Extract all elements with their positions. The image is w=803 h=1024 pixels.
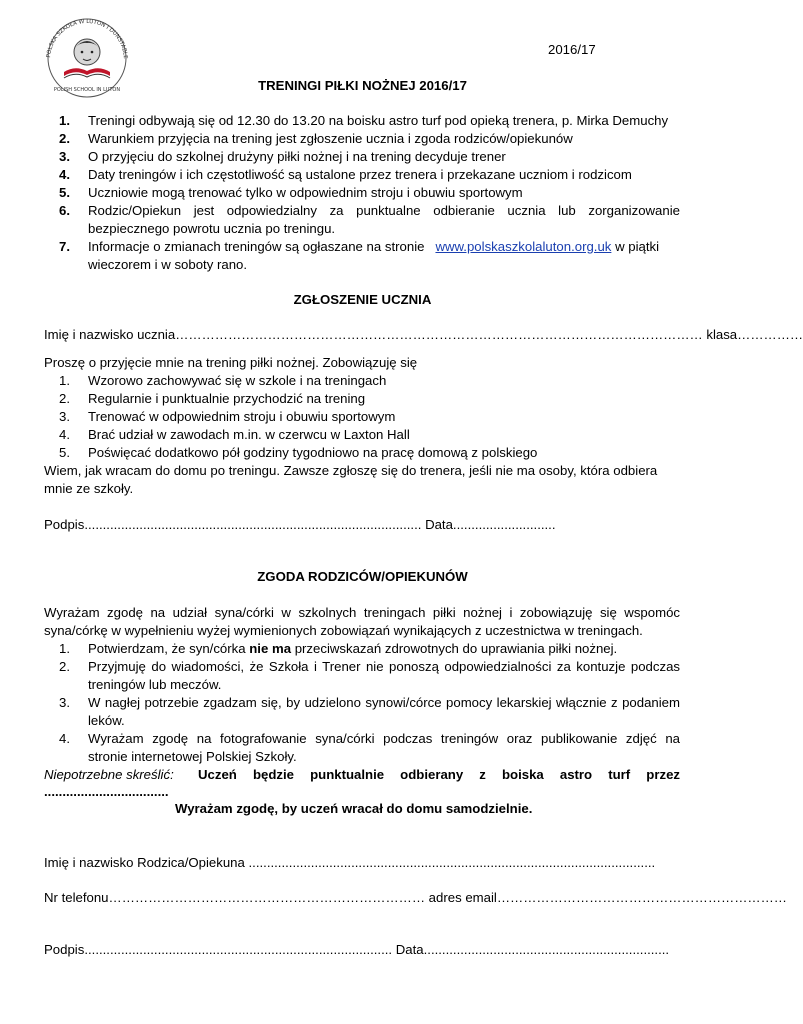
list-text: treningów lub meczów. — [88, 677, 222, 692]
list-number: 1. — [59, 113, 70, 128]
list-text: w piątki — [615, 239, 660, 254]
list-text: Treningi odbywają się od 12.30 do 13.20 na boisku astro turf pod opieką trenera, p. Mirka Demuchy — [88, 113, 669, 128]
svg-text:POLSKA SZKOŁA W LUTON I DUNSTA: POLSKA SZKOŁA W LUTON I DUNSTABLE — [46, 18, 129, 60]
list-text: Uczniowie mogą trenować tylko w odpowiednim stroju i obuwiu sportowym — [88, 185, 523, 200]
parent-signature-field[interactable]: Podpis.................................................................................... Data................................................................... — [44, 942, 670, 957]
list-number: 3. — [59, 409, 70, 424]
list-text: bezpiecznego powrotu ucznia po treningu. — [88, 221, 336, 236]
list-number: 3. — [59, 149, 70, 164]
section-title-application: ZGŁOSZENIE UCZNIA — [293, 292, 432, 307]
student-name-field[interactable]: Imię i nazwisko ucznia………………………………………………………………………………………………………… klasa…………… — [44, 327, 803, 342]
list-text: wieczorem i w soboty rano. — [88, 257, 248, 272]
list-text: leków. — [88, 713, 125, 728]
list-text: Regularnie i punktualnie przychodzić na trening — [88, 391, 366, 406]
phone-email-field[interactable]: Nr telefonu……………………………………………………………… adres email………………………………………………………… — [44, 890, 787, 905]
student-signature-field[interactable]: Podpis............................................................................................ Data............................ — [44, 517, 556, 532]
strike-option-row — [44, 767, 680, 782]
section-title-parent-consent: ZGODA RODZICÓW/OPIEKUNÓW — [257, 569, 468, 584]
list-text: Poświęcać dodatkowo pół godziny tygodniowo na pracę domową z polskiego — [88, 445, 538, 460]
list-text-emphasis: nie ma — [249, 641, 292, 656]
list-text: przeciwskazań zdrowotnych do uprawiania piłki nożnej. — [291, 641, 618, 656]
list-text: Trenować w odpowiednim stroju i obuwiu sportowym — [88, 409, 396, 424]
list-number: 4. — [59, 167, 70, 182]
consent-intro-cont: syna/córkę w wypełnieniu wyżej wymienionych zobowiązań wynikających z uczestnictwa w treningach. — [44, 623, 643, 638]
list-text: Warunkiem przyjęcia na trening jest zgłoszenie ucznia i zgoda rodziców/opiekunów — [88, 131, 573, 146]
list-text: stronie internetowej Polskiej Szkoły. — [88, 749, 297, 764]
list-text: Potwierdzam, że syn/córka — [88, 641, 250, 656]
strike-option-independent[interactable]: Wyrażam zgodę, by uczeń wracał do domu samodzielnie. — [175, 801, 533, 816]
list-text: Przyjmuję do wiadomości, że Szkoła i Trener nie ponoszą odpowiedzialności za kontuzje podczas — [88, 659, 680, 674]
list-number: 6. — [59, 203, 70, 218]
section-title-trainings: TRENINGI PIŁKI NOŻNEJ 2016/17 — [258, 78, 467, 93]
list-number: 1. — [59, 641, 70, 656]
list-number: 5. — [59, 445, 70, 460]
parent-name-field[interactable]: Imię i nazwisko Rodzica/Opiekuna ............................................................................................................... — [44, 855, 656, 870]
list-text: Wyrażam zgodę na fotografowanie syna/córki podczas treningów oraz publikowanie zdjęć na — [88, 731, 680, 746]
school-website-link[interactable]: www.polskaszkolaluton.org.uk — [435, 239, 612, 254]
school-year: 2016/17 — [548, 42, 596, 57]
list-number: 4. — [59, 731, 70, 746]
list-number: 1. — [59, 373, 70, 388]
list-text: Wzorowo zachowywać się w szkole i na treningach — [88, 373, 387, 388]
list-number: 3. — [59, 695, 70, 710]
svg-text:POLISH SCHOOL IN LUTON: POLISH SCHOOL IN LUTON — [53, 87, 121, 93]
list-number: 2. — [59, 391, 70, 406]
list-text: W nagłej potrzebie zgadzam się, by udzielono synowi/córce pomocy lekarskiej włącznie z podaniem — [88, 695, 680, 710]
consent-intro: Wyrażam zgodę na udział syna/córki w szkolnych treningach piłki nożnej i zobowiązuję się wspomóc — [44, 605, 680, 620]
strike-label: Niepotrzebne skreślić: — [44, 767, 174, 782]
list-text: O przyjęciu do szkolnej drużyny piłki nożnej i na trening decyduje trener — [88, 149, 506, 164]
list-text: Rodzic/Opiekun jest odpowiedzialny za punktualne odbieranie ucznia lub zorganizowanie — [88, 203, 680, 218]
strike-option-pickup[interactable]: Uczeń będzie punktualnie odbierany z boiska astro turf przez — [198, 767, 680, 782]
list-text: Daty treningów i ich częstotliwość są ustalone przez trenera i przekazane uczniom i rodzicom — [88, 167, 632, 182]
list-text: Brać udział w zawodach m.in. w czerwcu w Laxton Hall — [88, 427, 410, 442]
pickup-person-field[interactable]: .................................. — [44, 784, 169, 799]
list-text: Informacje o zmianach treningów są ogłaszane na stronie — [88, 239, 425, 254]
return-home-note-cont: mnie ze szkoły. — [44, 481, 134, 496]
list-number: 4. — [59, 427, 70, 442]
list-number: 5. — [59, 185, 70, 200]
list-number: 2. — [59, 131, 70, 146]
return-home-note: Wiem, jak wracam do domu po treningu. Zawsze zgłoszę się do trenera, jeśli nie ma osoby, która odbiera — [44, 463, 658, 478]
list-number: 7. — [59, 239, 70, 254]
application-intro: Proszę o przyjęcie mnie na trening piłki nożnej. Zobowiązuję się — [44, 355, 418, 370]
list-number: 2. — [59, 659, 70, 674]
